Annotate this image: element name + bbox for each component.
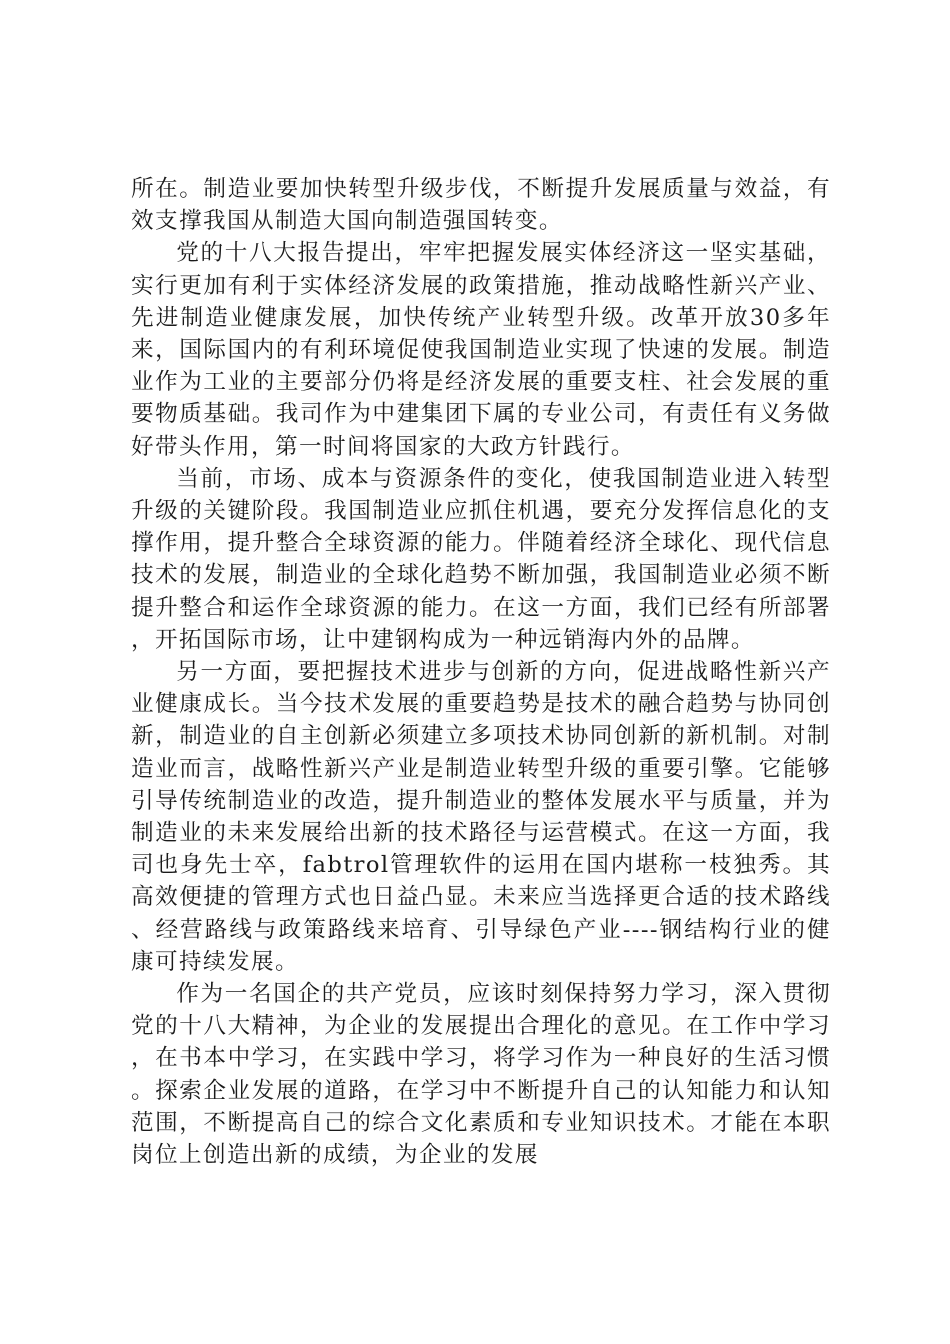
paragraph-party-member-learning: 作为一名国企的共产党员，应该时刻保持努力学习，深入贯彻党的十八大精神，为企业的发展提出合理化的意见。在工作中学习，在书本中学习，在实践中学习，将学习作为一种良好的生活习惯。探索企业发展的道路，在学习中不断提升自己的认知能力和认知范围，不断提高自己的综合文化素质和专业知识技术。才能在本职岗位上创造出新的成绩，为企业的发展 [131,981,831,1169]
paragraph-eighteenth-congress-report: 党的十八大报告提出，牢牢把握发展实体经济这一坚实基础，实行更加有利于实体经济发展的政策措施，推动战略性新兴产业、先进制造业健康发展，加快传统产业转型升级。改革开放30多年来，国际国内的有利环境促使我国制造业实现了快速的发展。制造业作为工业的主要部分仍将是经济发展的重要支柱、社会发展的重要物质基础。我司作为中建集团下属的专业公司，有责任有义务做好带头作用，第一时间将国家的大政方针践行。 [131,240,831,460]
paragraph-continuation: 所在。制造业要加快转型升级步伐，不断提升发展质量与效益，有效支撑我国从制造大国向制造强国转变。 [131,176,831,235]
paragraph-transformation-stage: 当前，市场、成本与资源条件的变化，使我国制造业进入转型升级的关键阶段。我国制造业应抓住机遇，要充分发挥信息化的支撑作用，提升整合全球资源的能力。伴随着经济全球化、现代信息技术的发展，制造业的全球化趋势不断加强，我国制造业必须不断提升整合和运作全球资源的能力。在这一方面，我们已经有所部署，开拓国际市场，让中建钢构成为一种远销海内外的品牌。 [131,465,831,653]
paragraph-technology-innovation: 另一方面，要把握技术进步与创新的方向，促进战略性新兴产业健康成长。当今技术发展的重要趋势是技术的融合趋势与协同创新，制造业的自主创新必须建立多项技术协同创新的新机制。对制造业而言，战略性新兴产业是制造业转型升级的重要引擎。它能够引导传统制造业的改造，提升制造业的整体发展水平与质量，并为制造业的未来发展给出新的技术路径与运营模式。在这一方面，我司也身先士卒，fabtrol管理软件的运用在国内堪称一枝独秀。其高效便捷的管理方式也日益凸显。未来应当选择更合适的技术路线、经营路线与政策路线来培育、引导绿色产业----钢结构行业的健康可持续发展。 [131,659,831,975]
body-text [131,173,831,1171]
